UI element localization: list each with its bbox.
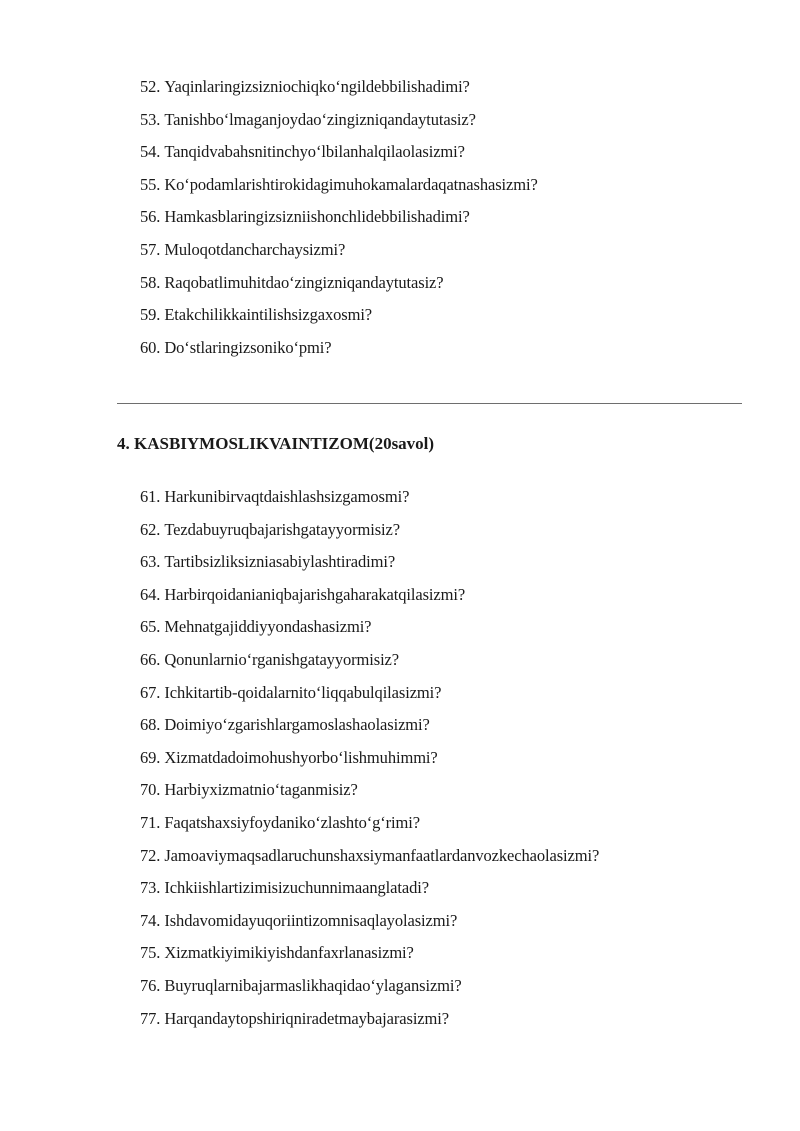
question-text: Hamkasblaringizsizniishonchlidebbilishadimi? [164,207,470,227]
question-item [140,169,538,202]
question-text: Ichkiishlartizimisizuchunnimaanglatadi? [164,878,429,898]
question-text: Tartibsizliksizniasabiylashtiradimi? [164,552,396,572]
question-text: Doimiyo‘zgarishlargamoslashaolasizmi? [164,715,430,735]
question-item [140,299,538,332]
question-number: 59. [140,305,161,325]
question-text: Etakchilikkaintilishsizgaxosmi? [164,305,373,325]
question-text: Ichkitartib-qoidalarnito‘liqqabulqilasizmi? [164,682,442,702]
question-text: Faqatshaxsiyfoydaniko‘zlashto‘g‘rimi? [164,812,420,832]
question-number: 68. [140,715,161,735]
question-number: 69. [140,747,161,767]
question-number: 76. [140,975,161,995]
question-number: 75. [140,943,161,963]
question-text: Tanqidvabahsnitinchyo‘lbilanhalqilaolasizmi? [164,142,465,162]
question-number: 56. [140,207,161,227]
question-list-bottom [140,481,599,1035]
question-text: Harbiyxizmatnio‘taganmisiz? [164,780,358,800]
question-item [140,234,538,267]
question-item [140,840,599,873]
question-text: Do‘stlaringizsoniko‘pmi? [164,337,332,357]
question-item [140,332,538,365]
question-item [140,937,599,970]
question-text: Ko‘podamlarishtirokidagimuhokamalardaqatnashasizmi? [164,174,538,194]
question-text: Xizmatdadoimohushyorbo‘lishmuhimmi? [164,747,438,767]
question-number: 60. [140,337,161,357]
section-heading: 4. KASBIYMOSLIKVAINTIZOM(20savol) [117,434,435,453]
question-text: Ishdavomidayuqoriintizomnisaqlayolasizmi? [164,910,458,930]
question-text: Xizmatkiyimikiyishdanfaxrlanasizmi? [164,943,414,963]
question-number: 74. [140,910,161,930]
question-number: 61. [140,487,161,506]
question-number: 71. [140,812,161,832]
question-item [140,104,538,137]
question-number: 58. [140,272,161,292]
question-number: 63. [140,552,161,572]
question-item [140,71,538,104]
question-item [140,267,538,300]
question-item [140,905,599,938]
question-text: Harqandaytopshiriqniradetmaybajarasizmi? [164,1008,449,1028]
question-item [140,709,599,742]
question-number: 62. [140,519,161,539]
question-item [140,514,599,547]
question-number: 77. [140,1008,161,1028]
question-item [140,136,538,169]
question-text: Raqobatlimuhitdao‘zingizniqandaytutasiz? [164,272,444,292]
question-item [140,872,599,905]
question-item [140,201,538,234]
question-number: 52. [140,77,161,96]
question-number: 73. [140,878,161,898]
question-number: 57. [140,239,161,259]
question-number: 70. [140,780,161,800]
question-item [140,970,599,1003]
question-text: Buyruqlarnibajarmaslikhaqidao‘ylagansizmi? [164,975,462,995]
question-number: 53. [140,109,161,129]
question-text: Harkunibirvaqtdaishlashsizgamosmi? [164,487,410,506]
question-item [140,1003,599,1036]
question-text: Harbirqoidanianiqbajarishgaharakatqilasizmi? [164,584,466,604]
question-text: Qonunlarnio‘rganishgatayyormisiz? [164,649,399,669]
question-item [140,677,599,710]
question-text: Tezdabuyruqbajarishgatayyormisiz? [164,519,400,539]
question-number: 65. [140,617,161,637]
question-text: Jamoaviymaqsadlaruchunshaxsiymanfaatlardanvozkechaolasizmi? [164,845,600,865]
question-item [140,742,599,775]
question-item [140,481,599,514]
question-number: 66. [140,649,161,669]
question-item [140,611,599,644]
question-number: 54. [140,142,161,162]
question-item [140,546,599,579]
question-number: 67. [140,682,161,702]
question-number: 55. [140,174,161,194]
question-text: Tanishbo‘lmaganjoydao‘zingizniqandaytutasiz? [164,109,476,129]
question-item [140,579,599,612]
question-text: Muloqotdancharchaysizmi? [164,239,346,259]
question-item [140,807,599,840]
question-list-top [140,71,538,364]
question-number: 72. [140,845,161,865]
question-item [140,774,599,807]
question-number: 64. [140,584,161,604]
question-text: Mehnatgajiddiyyondashasizmi? [164,617,372,637]
section-divider [117,403,742,404]
question-text: Yaqinlaringizsizniochiqko‘ngildebbilishadimi? [164,77,470,96]
question-item [140,644,599,677]
